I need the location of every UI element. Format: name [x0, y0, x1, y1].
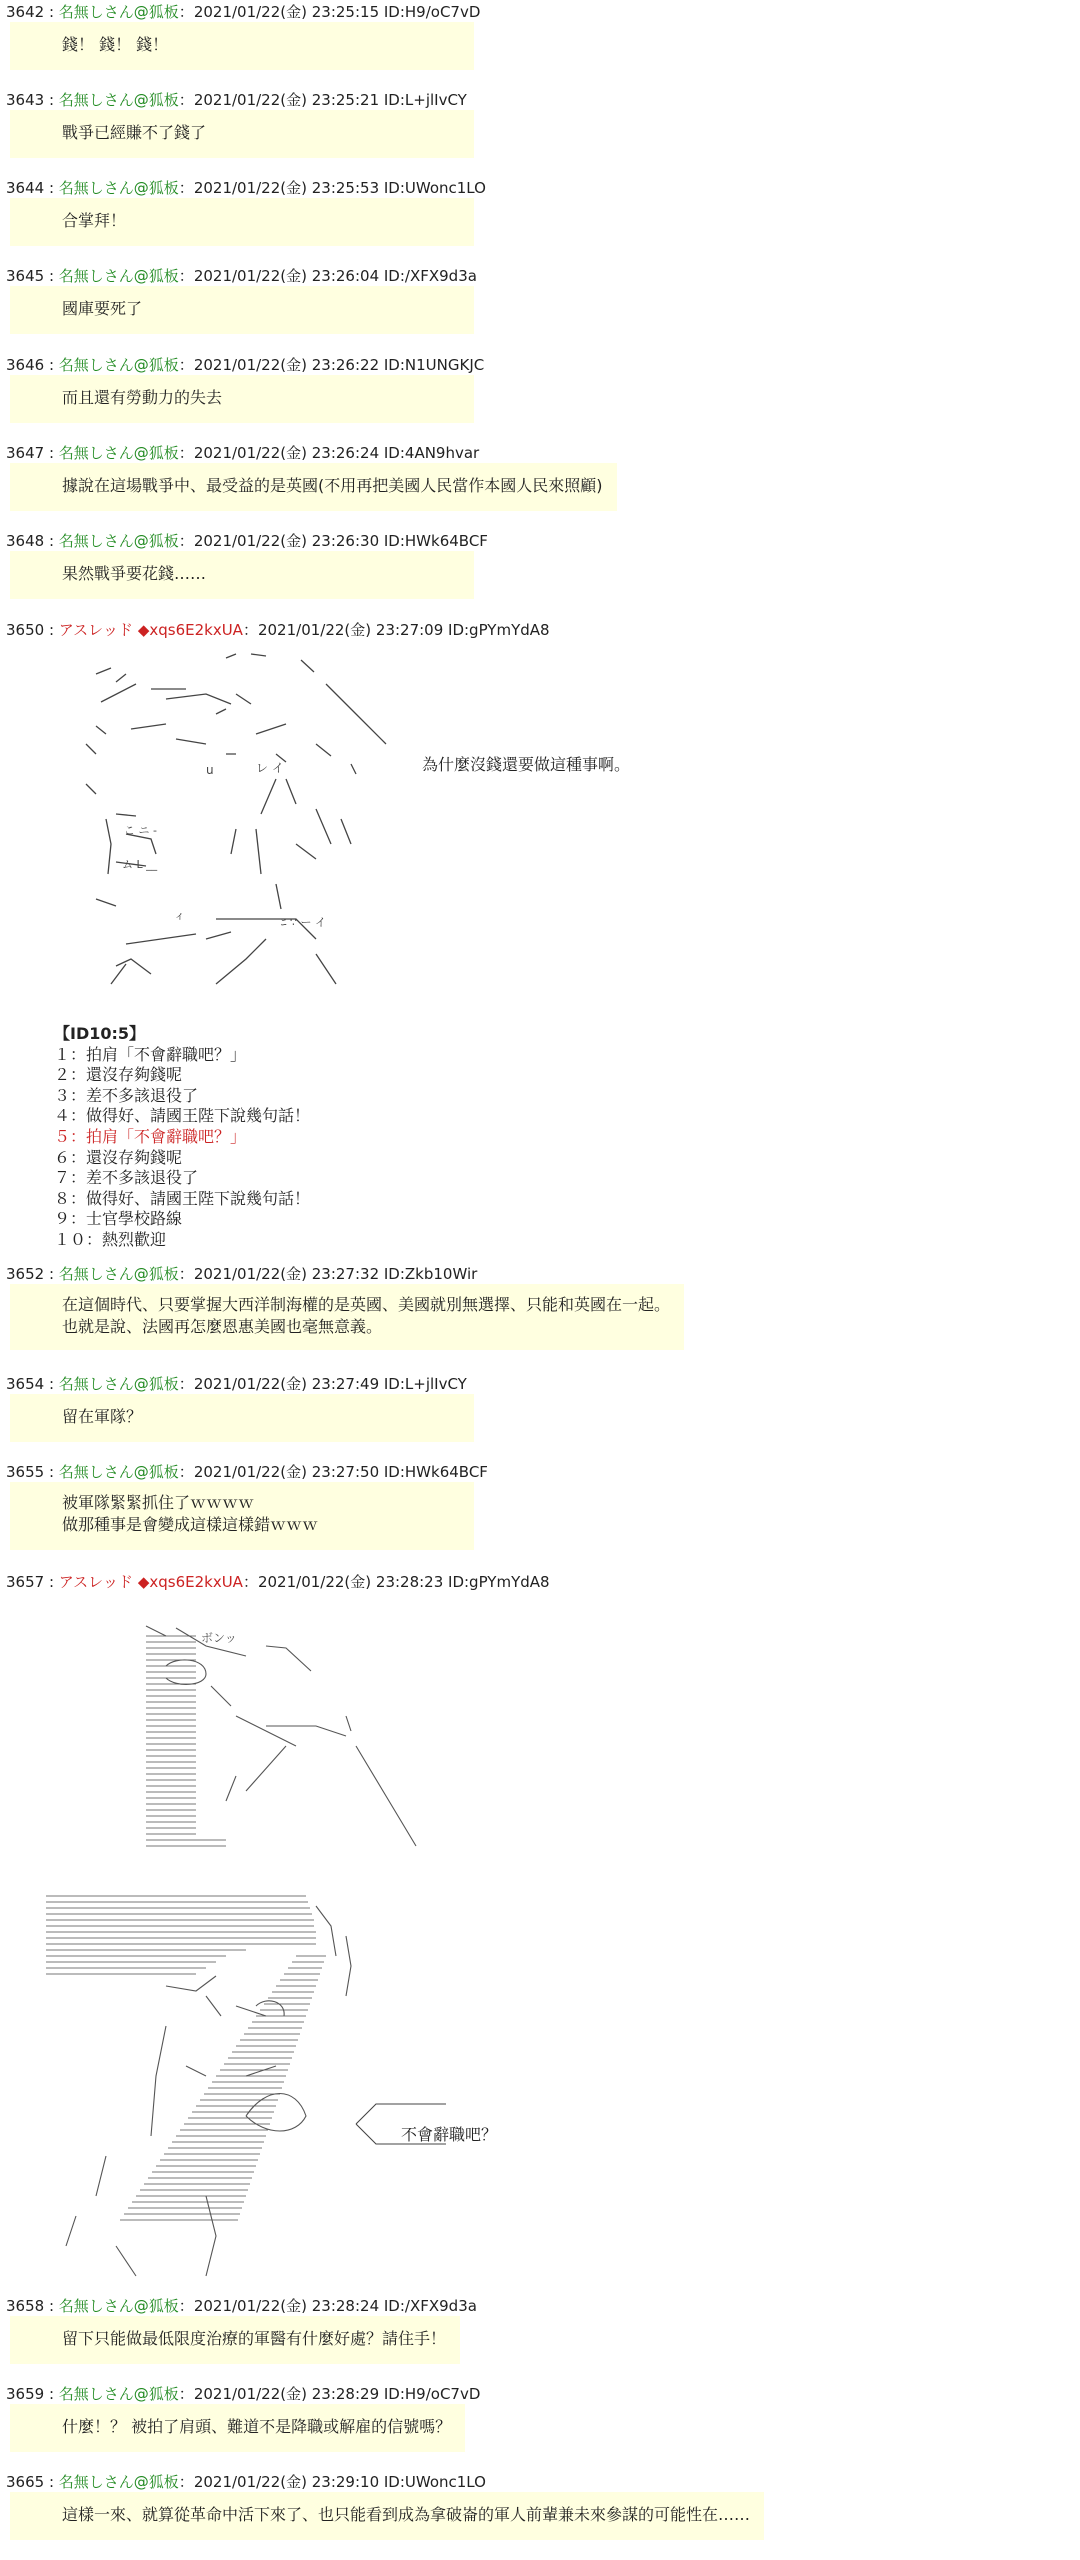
poster-name: 名無しさん@狐板 [58, 2385, 179, 2403]
post-number[interactable]: 3659 [6, 2385, 45, 2403]
poster-name: 名無しさん@狐板 [58, 1463, 179, 1481]
vote-option: ４：做得好、請國王陛下說幾句話！ [54, 1106, 311, 1126]
poster-name: 名無しさん@狐板 [58, 2297, 179, 2315]
post-number[interactable]: 3654 [6, 1375, 45, 1393]
post-number[interactable]: 3652 [6, 1265, 45, 1283]
svg-text:ム L __: ム L __ [122, 858, 158, 871]
vote-option-winner: ５：拍肩「不會辭職吧？」 [54, 1126, 247, 1146]
poster-name: 名無しさん@狐板 [58, 1265, 179, 1283]
vote-title: 【ID10:5】 [54, 1024, 146, 1043]
post-header: 3665 : 名無しさん@狐板：2021/01/22(金) 23:29:10 ID:UWonc1LO [6, 2473, 486, 2491]
post-meta: 2021/01/22(金) 23:27:50 ID:HWk64BCF [193, 1463, 488, 1481]
poster-name: 名無しさん@狐板 [58, 532, 179, 550]
poster-name: 名無しさん@狐板 [58, 267, 179, 285]
post-meta: 2021/01/22(金) 23:26:24 ID:4AN9hvar [193, 444, 480, 462]
post-number[interactable]: 3665 [6, 2473, 45, 2491]
post-header: 3658 : 名無しさん@狐板：2021/01/22(金) 23:28:24 ID:/XFX9d3a [6, 2297, 477, 2315]
post-body: 國庫要死了 [10, 286, 474, 334]
svg-text:ィ: ィ [174, 909, 185, 922]
post-header: 3648 : 名無しさん@狐板：2021/01/22(金) 23:26:30 ID:HWk64BCF [6, 532, 488, 550]
post-meta: 2021/01/22(金) 23:26:04 ID:/XFX9d3a [193, 267, 477, 285]
sfx-text: ボンッ [201, 1631, 237, 1645]
post-header: 3657 : アスレッド ◆xqs6E2kxUA：2021/01/22(金) 23:28:23 ID:gPYmYdA8 [6, 1573, 550, 1591]
post-number[interactable]: 3655 [6, 1463, 45, 1481]
post-number[interactable]: 3650 [6, 621, 45, 639]
post-header: 3646 : 名無しさん@狐板：2021/01/22(金) 23:26:22 ID:N1UNGKJC [6, 356, 485, 374]
poster-name: 名無しさん@狐板 [58, 356, 179, 374]
svg-text:u: u [206, 763, 214, 777]
post-header: 3642 : 名無しさん@狐板：2021/01/22(金) 23:25:15 ID:H9/oC7vD [6, 3, 481, 21]
ascii-art-shoulder-pat [46, 1596, 606, 2286]
post-header: 3650 : アスレッド ◆xqs6E2kxUA：2021/01/22(金) 23:27:09 ID:gPYmYdA8 [6, 621, 550, 639]
post-header: 3654 : 名無しさん@狐板：2021/01/22(金) 23:27:49 ID:L+jlIvCY [6, 1375, 467, 1393]
svg-text:レ イ: レ イ [256, 761, 284, 775]
post-3643 [6, 90, 474, 158]
svg-text:こ ニ ‐: こ ニ ‐ [124, 824, 157, 837]
post-body: 在這個時代、只要掌握大西洋制海權的是英國、美國就別無選擇、只能和英國在一起。 也就是說、法國再怎麼恩惠美國也毫無意義。 [10, 1284, 684, 1350]
vote-block [54, 1024, 310, 1251]
post-body: 被軍隊緊緊抓住了ｗｗｗｗ 做那種事是會變成這樣這樣錯ｗｗｗ [10, 1482, 474, 1550]
poster-name: 名無しさん@狐板 [58, 1375, 179, 1393]
vote-option: ９：士官學校路線 [54, 1209, 183, 1229]
post-meta: 2021/01/22(金) 23:25:15 ID:H9/oC7vD [193, 3, 481, 21]
vote-option: ７：差不多該退役了 [54, 1168, 199, 1188]
post-number[interactable]: 3643 [6, 91, 45, 109]
post-3648 [6, 531, 488, 599]
post-meta: 2021/01/22(金) 23:29:10 ID:UWonc1LO [193, 2473, 486, 2491]
post-body: 而且還有勞動力的失去 [10, 375, 474, 423]
op-post-3657 [6, 1572, 1066, 2288]
post-number[interactable]: 3646 [6, 356, 45, 374]
post-header: 3647 : 名無しさん@狐板：2021/01/22(金) 23:26:24 ID:4AN9hvar [6, 444, 480, 462]
poster-name: 名無しさん@狐板 [58, 91, 179, 109]
post-header: 3655 : 名無しさん@狐板：2021/01/22(金) 23:27:50 ID:HWk64BCF [6, 1463, 488, 1481]
post-meta: 2021/01/22(金) 23:25:53 ID:UWonc1LO [193, 179, 486, 197]
poster-trip: ◆xqs6E2kxUA [137, 1573, 243, 1591]
post-3644 [6, 178, 486, 246]
post-meta: 2021/01/22(金) 23:26:30 ID:HWk64BCF [193, 532, 488, 550]
post-header: 3644 : 名無しさん@狐板：2021/01/22(金) 23:25:53 ID:UWonc1LO [6, 179, 486, 197]
post-3646 [6, 355, 484, 423]
post-body: 據說在這場戰爭中、最受益的是英國(不用再把美國人民當作本國人民來照顧) [10, 463, 617, 511]
vote-option: ３：差不多該退役了 [54, 1085, 199, 1105]
post-number[interactable]: 3642 [6, 3, 45, 21]
post-header: 3652 : 名無しさん@狐板：2021/01/22(金) 23:27:32 ID:Zkb10Wir [6, 1265, 478, 1283]
vote-option: １０：熱烈歡迎 [54, 1229, 167, 1249]
post-meta: 2021/01/22(金) 23:28:23 ID:gPYmYdA8 [257, 1573, 550, 1591]
post-meta: 2021/01/22(金) 23:28:24 ID:/XFX9d3a [193, 2297, 477, 2315]
post-number[interactable]: 3647 [6, 444, 45, 462]
post-3652 [6, 1264, 684, 1350]
post-number[interactable]: 3658 [6, 2297, 45, 2315]
poster-name: アスレッド [58, 621, 134, 639]
post-meta: 2021/01/22(金) 23:28:29 ID:H9/oC7vD [193, 2385, 481, 2403]
op-post-3650 [6, 620, 1066, 1260]
post-body: 什麼！？ 被拍了肩頭、難道不是降職或解雇的信號嗎？ [10, 2404, 465, 2452]
vote-option: ６：還沒存夠錢呢 [54, 1147, 183, 1167]
post-3655 [6, 1462, 488, 1550]
post-3665 [6, 2472, 764, 2540]
post-number[interactable]: 3648 [6, 532, 45, 550]
post-3647 [6, 443, 617, 511]
ascii-art-character [56, 644, 416, 1004]
post-body: 這樣一來、就算從革命中活下來了、也只能看到成為拿破崙的軍人前輩兼未來參謀的可能性在…… [10, 2492, 764, 2540]
speech-text: 為什麼沒錢還要做這種事啊。 [422, 755, 631, 774]
post-3658 [6, 2296, 477, 2364]
poster-name: アスレッド [58, 1573, 134, 1591]
post-body: 合掌拜！ [10, 198, 474, 246]
post-3645 [6, 266, 477, 334]
post-number[interactable]: 3645 [6, 267, 45, 285]
post-body: 留下只能做最低限度治療的軍醫有什麼好處？請住手！ [10, 2316, 460, 2364]
vote-option: ２：還沒存夠錢呢 [54, 1065, 183, 1085]
vote-option: １：拍肩「不會辭職吧？」 [54, 1044, 247, 1064]
svg-text:ﾆ ∵ ー イ: ﾆ ∵ ー イ [281, 916, 326, 929]
post-number[interactable]: 3644 [6, 179, 45, 197]
post-header: 3643 : 名無しさん@狐板：2021/01/22(金) 23:25:21 ID:L+jlIvCY [6, 91, 467, 109]
vote-option: ８：做得好、請國王陛下說幾句話！ [54, 1188, 311, 1208]
poster-name: 名無しさん@狐板 [58, 3, 179, 21]
post-header: 3645 : 名無しさん@狐板：2021/01/22(金) 23:26:04 ID:/XFX9d3a [6, 267, 477, 285]
post-meta: 2021/01/22(金) 23:25:21 ID:L+jlIvCY [193, 91, 467, 109]
poster-name: 名無しさん@狐板 [58, 2473, 179, 2491]
post-3654 [6, 1374, 474, 1442]
poster-trip: ◆xqs6E2kxUA [137, 621, 243, 639]
post-meta: 2021/01/22(金) 23:27:09 ID:gPYmYdA8 [257, 621, 550, 639]
poster-name: 名無しさん@狐板 [58, 179, 179, 197]
post-body: 戰爭已經賺不了錢了 [10, 110, 474, 158]
post-header: 3659 : 名無しさん@狐板：2021/01/22(金) 23:28:29 ID:H9/oC7vD [6, 2385, 481, 2403]
post-3642 [6, 2, 480, 70]
post-3659 [6, 2384, 480, 2452]
speech-text: 不會辭職吧？ [401, 2125, 498, 2144]
post-meta: 2021/01/22(金) 23:27:32 ID:Zkb10Wir [193, 1265, 478, 1283]
post-body: 果然戰爭要花錢…… [10, 551, 474, 599]
post-body: 留在軍隊？ [10, 1394, 474, 1442]
post-meta: 2021/01/22(金) 23:26:22 ID:N1UNGKJC [193, 356, 485, 374]
poster-name: 名無しさん@狐板 [58, 444, 179, 462]
post-number[interactable]: 3657 [6, 1573, 45, 1591]
post-body: 錢！ 錢！ 錢！ [10, 22, 474, 70]
post-meta: 2021/01/22(金) 23:27:49 ID:L+jlIvCY [193, 1375, 467, 1393]
